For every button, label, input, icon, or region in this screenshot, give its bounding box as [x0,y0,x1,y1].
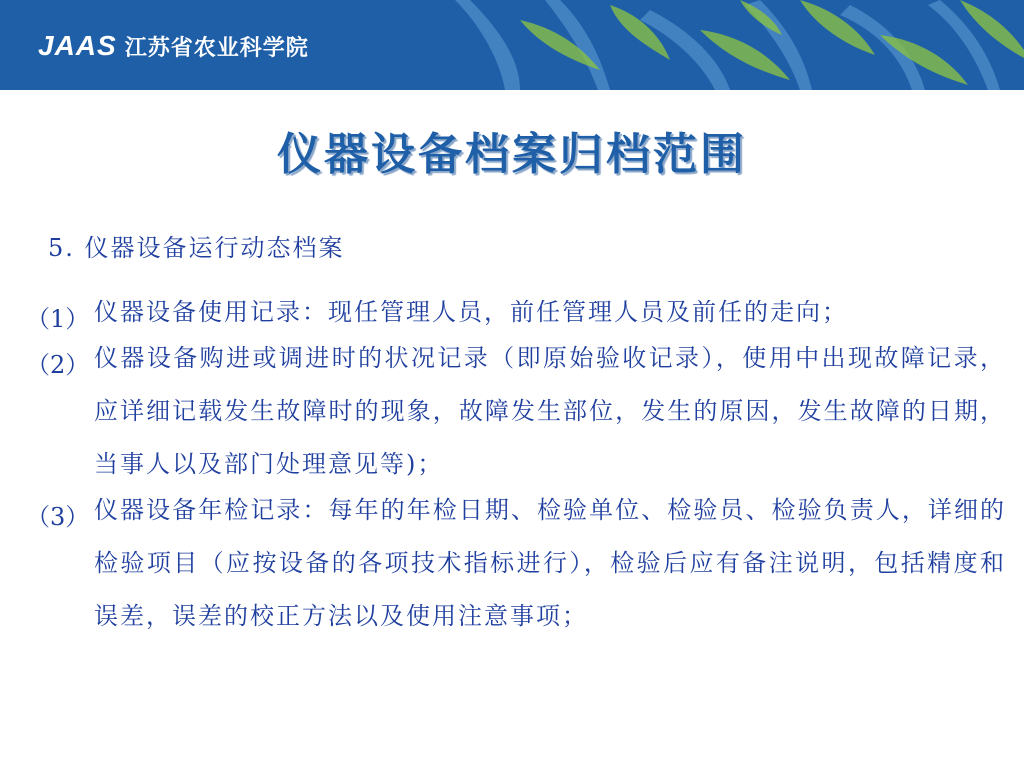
section-title: 5. 仪器设备运行动态档案 [48,234,345,262]
page-title: 仪器设备档案归档范围 [277,129,747,180]
list-item [26,332,1006,491]
item-text: 仪器设备使用记录：现任管理人员，前任管理人员及前任的走向； [94,298,848,326]
item-text: 仪器设备年检记录：每年的年检日期、检验单位、检验员、检验负责人，详细的检验项目（应按设备的各项技术指标进行），检验后应有备注说明，包括精度和误差，误差的校正方法以及使用注意事项； [94,496,1006,630]
item-number: （3） [26,503,90,531]
org-name: 江苏省农业科学院 [124,35,309,61]
item-number: （2） [26,351,90,379]
header-banner [0,0,1024,90]
list-item [26,484,1006,643]
org-logo [38,30,309,62]
item-number: （1） [26,305,90,333]
item-text: 仪器设备购进或调进时的状况记录（即原始验收记录），使用中出现故障记录，应详细记载发生故障时的现象，故障发生部位，发生的原因，发生故障的日期，当事人以及部门处理意见等)； [94,344,1006,478]
logo-mark: JAAS [38,30,117,61]
